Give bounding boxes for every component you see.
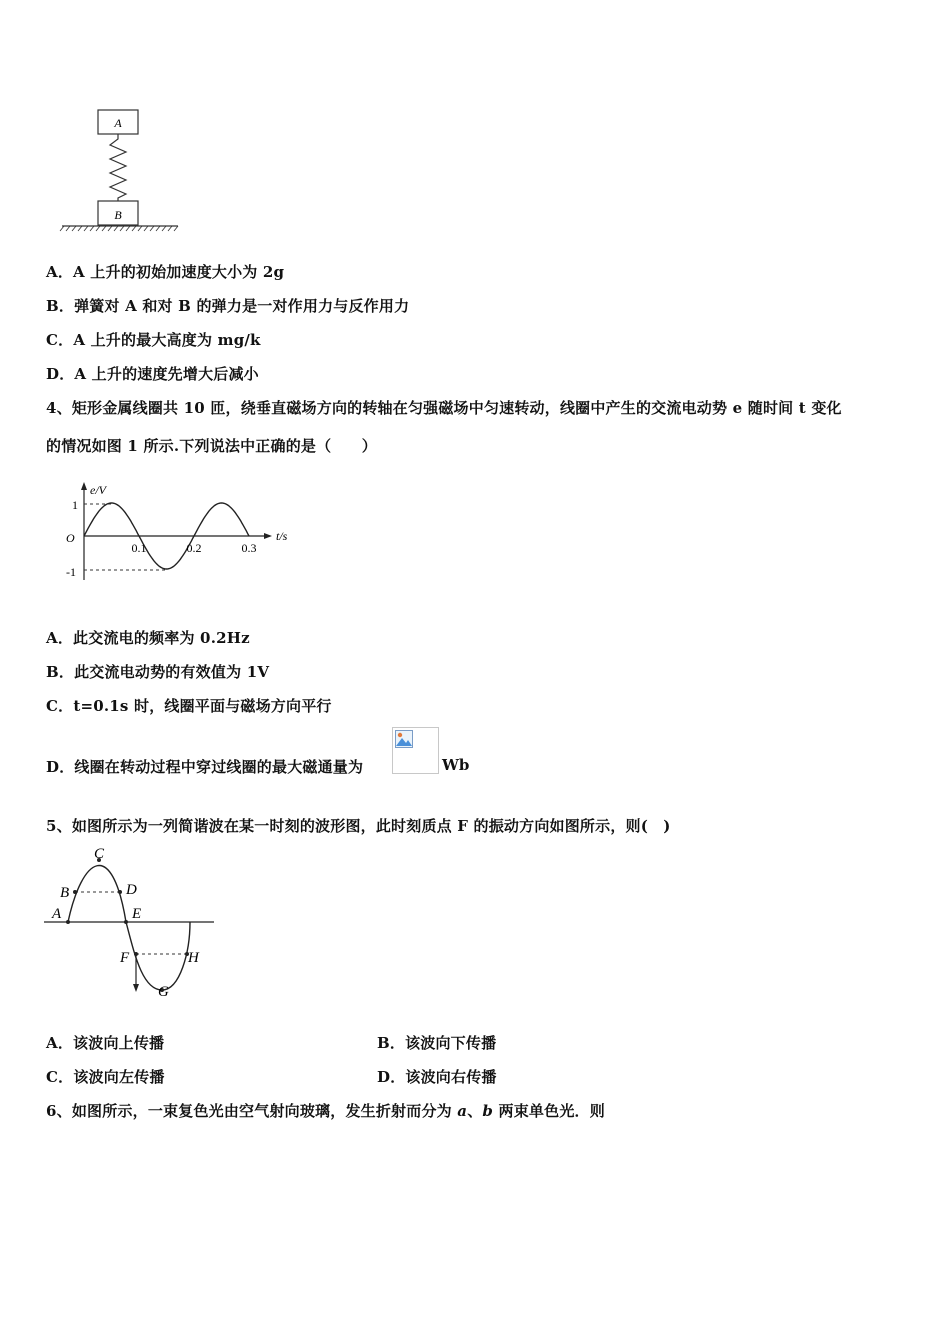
y-axis-label: e/V [90, 483, 106, 497]
q3-option-c[interactable]: C．A 上升的最大高度为 mg/k [46, 331, 261, 349]
q4-option-b[interactable]: B．此交流电动势的有效值为 1V [46, 663, 270, 681]
q6-var-a: a [457, 1102, 468, 1120]
label-a: A [52, 906, 62, 922]
q3-option-d[interactable]: D．A 上升的速度先增大后减小 [46, 365, 259, 383]
q4-option-c[interactable]: C．t=0.1s 时，线圈平面与磁场方向平行 [46, 697, 332, 715]
ground-hatching [60, 226, 178, 231]
q5-option-b[interactable]: B．该波向下传播 [377, 1034, 497, 1052]
xtick-label-0: 0.1 [131, 541, 147, 555]
velocity-arrowhead [133, 984, 139, 992]
q4-stem-line2: 的情况如图 1 所示.下列说法中正确的是（ ） [46, 437, 377, 455]
wave-diagram [42, 842, 222, 1002]
q6-separator: 、 [467, 1102, 483, 1120]
label-h: H [188, 950, 199, 966]
ytick-pos: 1 [72, 498, 78, 512]
point-f [134, 952, 138, 956]
q4-option-d[interactable]: D．线圈在转动过程中穿过线圈的最大磁通量为 [46, 758, 364, 776]
q6-stem [46, 1100, 605, 1121]
x-axis-label: t/s [276, 529, 288, 543]
label-f: F [120, 950, 130, 966]
label-c: C [94, 846, 105, 862]
q6-stem-part2: 两束单色光．则 [493, 1102, 605, 1120]
label-g: G [158, 984, 169, 1000]
q5-stem: 5、如图所示为一列简谐波在某一时刻的波形图，此时刻质点 F 的振动方向如图所示，则( ) [46, 817, 671, 835]
spring-diagram [56, 105, 186, 235]
label-e: E [132, 906, 142, 922]
q5-option-d[interactable]: D．该波向右传播 [377, 1068, 497, 1086]
q4-option-a[interactable]: A．此交流电的频率为 0.2Hz [46, 629, 250, 647]
origin-label: O [66, 531, 75, 545]
point-a [66, 920, 70, 924]
broken-image-icon [395, 730, 413, 748]
xtick-label-1: 0.2 [186, 541, 202, 555]
q4-stem-line1: 4、矩形金属线圈共 10 匝，绕垂直磁场方向的转轴在匀强磁场中匀速转动，线圈中产生的交流电动势 e 随时间 t 变化 [46, 399, 842, 417]
label-block-b: B [114, 208, 122, 222]
label-d: D [126, 882, 137, 898]
q5-option-a[interactable]: A．该波向上传播 [46, 1034, 165, 1052]
point-e [124, 920, 128, 924]
label-block-a: A [114, 116, 122, 130]
spring [110, 134, 126, 201]
q6-stem-part1: 6、如图所示，一束复色光由空气射向玻璃，发生折射而分为 [46, 1102, 458, 1120]
q3-option-a[interactable]: A．A 上升的初始加速度大小为 2g [46, 263, 285, 281]
q6-var-b: b [482, 1102, 494, 1120]
ytick-neg: -1 [66, 565, 76, 579]
q5-option-c[interactable]: C．该波向左传播 [46, 1068, 165, 1086]
q4-option-d-unit: Wb [442, 756, 470, 774]
x-axis-arrow [264, 533, 272, 539]
point-b [73, 890, 77, 894]
broken-image-placeholder [392, 727, 439, 774]
emf-graph [60, 480, 320, 590]
xtick-label-2: 0.3 [241, 541, 257, 555]
point-d [118, 890, 122, 894]
y-axis-arrow [81, 482, 87, 490]
q3-option-b[interactable]: B．弹簧对 A 和对 B 的弹力是一对作用力与反作用力 [46, 297, 410, 315]
label-b: B [60, 885, 70, 901]
